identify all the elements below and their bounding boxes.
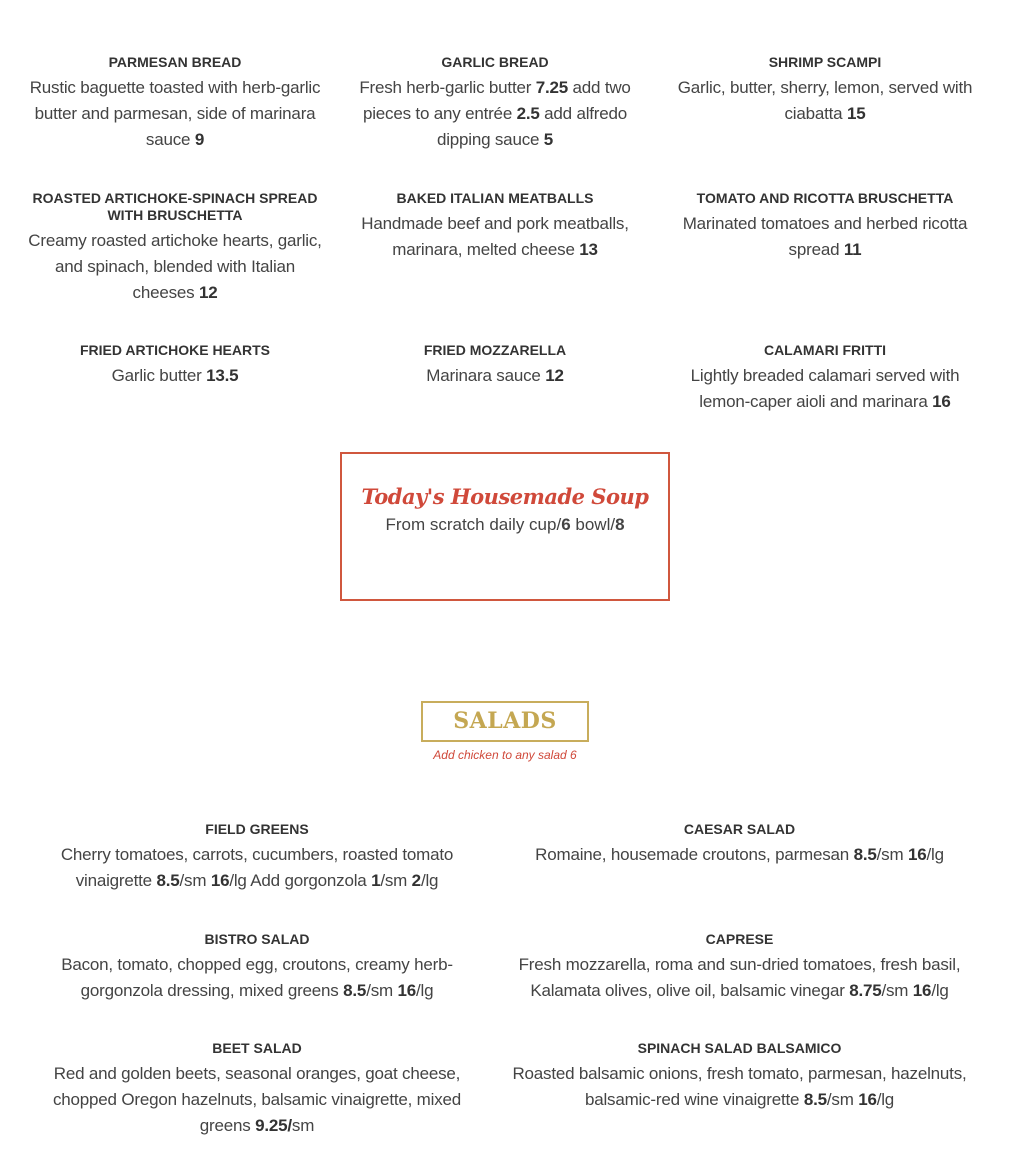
item-title: SPINACH SALAD BALSAMICO: [637, 1040, 842, 1056]
price: 11: [843, 240, 862, 259]
price: 8.5: [156, 871, 180, 890]
soup-box: [340, 452, 670, 601]
description-text: /sm: [179, 871, 211, 890]
soup-title: Today's Housemade Soup: [361, 484, 649, 509]
salads-grid: [22, 821, 987, 1149]
item-title: BISTRO SALAD: [204, 931, 310, 947]
appetizer-item: [330, 54, 660, 190]
price: 8.5: [853, 845, 877, 864]
salad-item: [22, 821, 492, 931]
description-text: /lg Add gorgonzola: [229, 871, 372, 890]
salads-header: [421, 701, 589, 742]
item-title: BAKED ITALIAN MEATBALLS: [396, 190, 594, 206]
description-text: Handmade beef and pork meatballs, marinara, melted cheese: [361, 214, 629, 259]
price: 8.75: [849, 981, 882, 1000]
salad-item: [492, 931, 987, 1040]
price: 13.5: [206, 366, 239, 385]
appetizer-item: [660, 54, 990, 190]
item-description: [497, 952, 982, 1004]
price: 16: [210, 871, 230, 890]
item-description: [665, 75, 985, 127]
description-text: /sm: [876, 845, 908, 864]
description-text: /lg: [420, 871, 439, 890]
description-text: /sm: [826, 1090, 859, 1109]
price: 5: [543, 130, 554, 149]
price: 2.5: [516, 104, 540, 123]
item-title: CALAMARI FRITTI: [763, 342, 887, 358]
item-description: [25, 75, 325, 153]
item-description: [27, 842, 487, 894]
price: 8.5: [343, 981, 367, 1000]
description-text: add alfredo dipping sauce: [436, 104, 628, 149]
description-text: Marinara sauce: [426, 366, 546, 385]
item-title: CAESAR SALAD: [683, 821, 796, 837]
appetizer-item: [660, 342, 990, 494]
description-text: Fresh herb-garlic butter: [359, 78, 536, 97]
soup-description: [342, 515, 668, 535]
description-text: Marinated tomatoes and herbed ricotta spread: [682, 214, 968, 259]
price: 9.25/: [255, 1116, 292, 1135]
price: 9: [194, 130, 205, 149]
item-title: GARLIC BREAD: [441, 54, 549, 70]
description-text: /lg: [416, 981, 434, 1000]
item-description: [497, 1061, 982, 1113]
description-text: /sm: [881, 981, 913, 1000]
description-text: Garlic butter: [111, 366, 207, 385]
item-title: SHRIMP SCAMPI: [768, 54, 882, 70]
price: 12: [198, 283, 218, 302]
price: 7.25: [535, 78, 569, 97]
appetizer-item: [660, 190, 990, 342]
item-description: [665, 363, 985, 415]
salad-item: [492, 1040, 987, 1149]
item-title: PARMESAN BREAD: [108, 54, 242, 70]
description-text: Red and golden beets, seasonal oranges, goat cheese, chopped Oregon hazelnuts, balsamic vinaigrette, mixed greens: [52, 1064, 462, 1135]
item-description: [27, 1061, 487, 1139]
price: 16: [397, 981, 417, 1000]
description-text: add two pieces to any entrée: [362, 78, 631, 123]
appetizer-item: [20, 54, 330, 190]
item-title: FIELD GREENS: [205, 821, 309, 837]
price: 16: [858, 1090, 877, 1109]
description-text: /lg: [926, 845, 944, 864]
price: 16: [907, 845, 927, 864]
item-title: CAPRESE: [705, 931, 774, 947]
salad-item: [22, 1040, 492, 1149]
item-description: [497, 842, 982, 868]
price: 1: [371, 871, 381, 890]
appetizer-item: [20, 190, 330, 342]
item-description: [25, 228, 325, 306]
price: 6: [561, 515, 571, 534]
description-text: Cherry tomatoes, carrots, cucumbers, roasted tomato vinaigrette: [60, 845, 454, 890]
item-title: FRIED ARTICHOKE HEARTS: [79, 342, 271, 358]
appetizer-item: [330, 190, 660, 342]
item-description: [665, 211, 985, 263]
item-title: BEET SALAD: [212, 1040, 302, 1056]
salad-item: [22, 931, 492, 1040]
description-text: /lg: [931, 981, 949, 1000]
item-title: TOMATO AND RICOTTA BRUSCHETTA: [696, 190, 954, 206]
item-title: ROASTED ARTICHOKE-SPINACH SPREAD WITH BRUSCHETTA: [32, 190, 318, 223]
item-description: [335, 211, 655, 263]
description-text: Roasted balsamic onions, fresh tomato, parmesan, hazelnuts, balsamic-red wine vinaigrette: [512, 1064, 967, 1109]
price: 16: [912, 981, 932, 1000]
description-text: Bacon, tomato, chopped egg, croutons, creamy herb-gorgonzola dressing, mixed greens: [61, 955, 453, 1000]
salads-note: Add chicken to any salad 6: [433, 748, 577, 762]
description-text: Romaine, housemade croutons, parmesan: [535, 845, 854, 864]
item-title: FRIED MOZZARELLA: [423, 342, 567, 358]
price: 8: [615, 515, 625, 534]
item-description: [27, 952, 487, 1004]
description-text: Fresh mozzarella, roma and sun-dried tomatoes, fresh basil, Kalamata olives, olive oil, balsamic vinegar: [518, 955, 961, 1000]
description-text: From scratch daily cup/: [385, 515, 562, 534]
appetizer-item: [20, 342, 330, 494]
price: 8.5: [803, 1090, 827, 1109]
description-text: /sm: [366, 981, 398, 1000]
description-text: Garlic, butter, sherry, lemon, served with ciabatta: [677, 78, 973, 123]
item-description: [335, 75, 655, 153]
description-text: sm: [291, 1116, 315, 1135]
salad-item: [492, 821, 987, 931]
price: 15: [846, 104, 866, 123]
price: 16: [932, 392, 951, 411]
item-description: [25, 363, 325, 389]
description-text: Lightly breaded calamari served with lemon-caper aioli and marinara: [690, 366, 960, 411]
salads-title: SALADS: [453, 708, 557, 734]
description-text: /lg: [876, 1090, 895, 1109]
description-text: Creamy roasted artichoke hearts, garlic, and spinach, blended with Italian cheeses: [28, 231, 322, 302]
price: 2: [411, 871, 421, 890]
price: 12: [545, 366, 564, 385]
price: 13: [579, 240, 598, 259]
description-text: /sm: [380, 871, 412, 890]
description-text: Rustic baguette toasted with herb-garlic butter and parmesan, side of marinara sauce: [29, 78, 321, 149]
appetizers-grid: [20, 54, 990, 494]
description-text: bowl/: [570, 515, 616, 534]
item-description: [335, 363, 655, 389]
